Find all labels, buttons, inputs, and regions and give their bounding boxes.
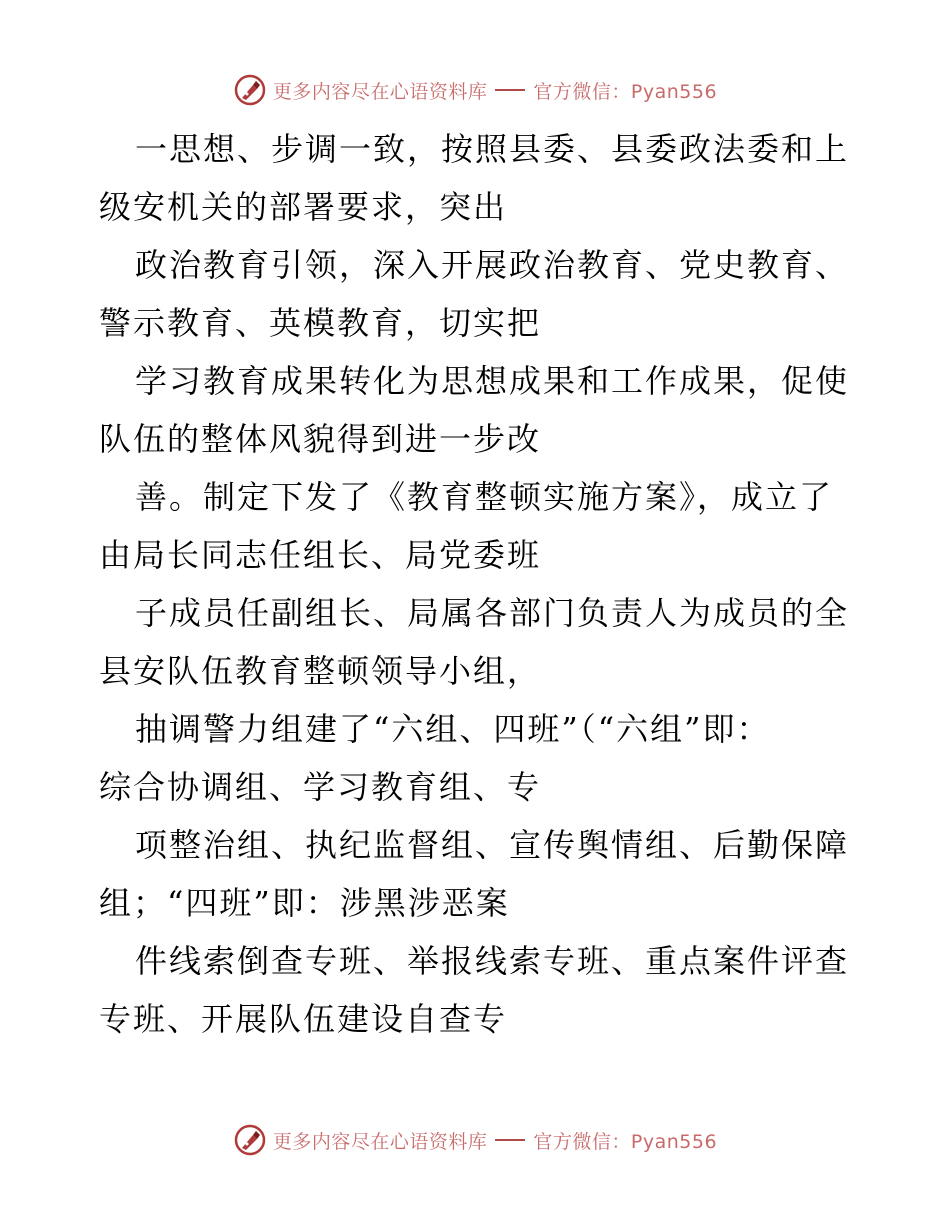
paragraph	[99, 584, 859, 700]
watermark-text-left: 更多内容尽在心语资料库	[272, 1130, 488, 1153]
line-indented: 件线索倒查专班、举报线索专班、重点案件评查	[135, 942, 850, 980]
line: 县安队伍教育整顿领导小组，	[99, 652, 542, 690]
paragraph	[99, 700, 859, 816]
paragraph	[99, 120, 859, 236]
pen-nib-logo-icon	[233, 73, 267, 107]
watermark-text-right: 官方微信：Pyan556	[533, 1130, 718, 1153]
header-watermark	[0, 72, 950, 108]
watermark-text-right: 官方微信：Pyan556	[533, 80, 718, 103]
paragraph	[99, 816, 859, 932]
line-indented: 抽调警力组建了“六组、四班”（“六组”即：	[135, 710, 771, 748]
line-indented: 一思想、步调一致，按照县委、县委政法委和上	[135, 130, 850, 168]
line-indented: 政治教育引领，深入开展政治教育、党史教育、	[135, 246, 850, 284]
line: 综合协调组、学习教育组、专	[99, 768, 542, 806]
watermark-text-left: 更多内容尽在心语资料库	[272, 80, 488, 103]
paragraph	[99, 352, 859, 468]
line: 组；“四班”即：涉黑涉恶案	[99, 884, 510, 922]
line: 级安机关的部署要求，突出	[99, 188, 508, 226]
paragraph	[99, 468, 859, 584]
line: 警示教育、英模教育，切实把	[99, 304, 542, 342]
line: 专班、开展队伍建设自查专	[99, 1000, 508, 1038]
line-indented: 项整治组、执纪监督组、宣传舆情组、后勤保障	[135, 826, 850, 864]
footer-watermark	[0, 1122, 950, 1158]
paragraph	[99, 932, 859, 1048]
watermark-dash	[495, 89, 525, 91]
paragraph	[99, 236, 859, 352]
line: 由局长同志任组长、局党委班	[99, 536, 542, 574]
line: 队伍的整体风貌得到进一步改	[99, 420, 542, 458]
document-body	[99, 120, 859, 1048]
watermark-dash	[495, 1139, 525, 1141]
pen-nib-logo-icon	[233, 1123, 267, 1157]
line-indented: 子成员任副组长、局属各部门负责人为成员的全	[135, 594, 850, 632]
line-indented: 学习教育成果转化为思想成果和工作成果，促使	[135, 362, 850, 400]
line-indented: 善。制定下发了《教育整顿实施方案》，成立了	[135, 478, 834, 516]
